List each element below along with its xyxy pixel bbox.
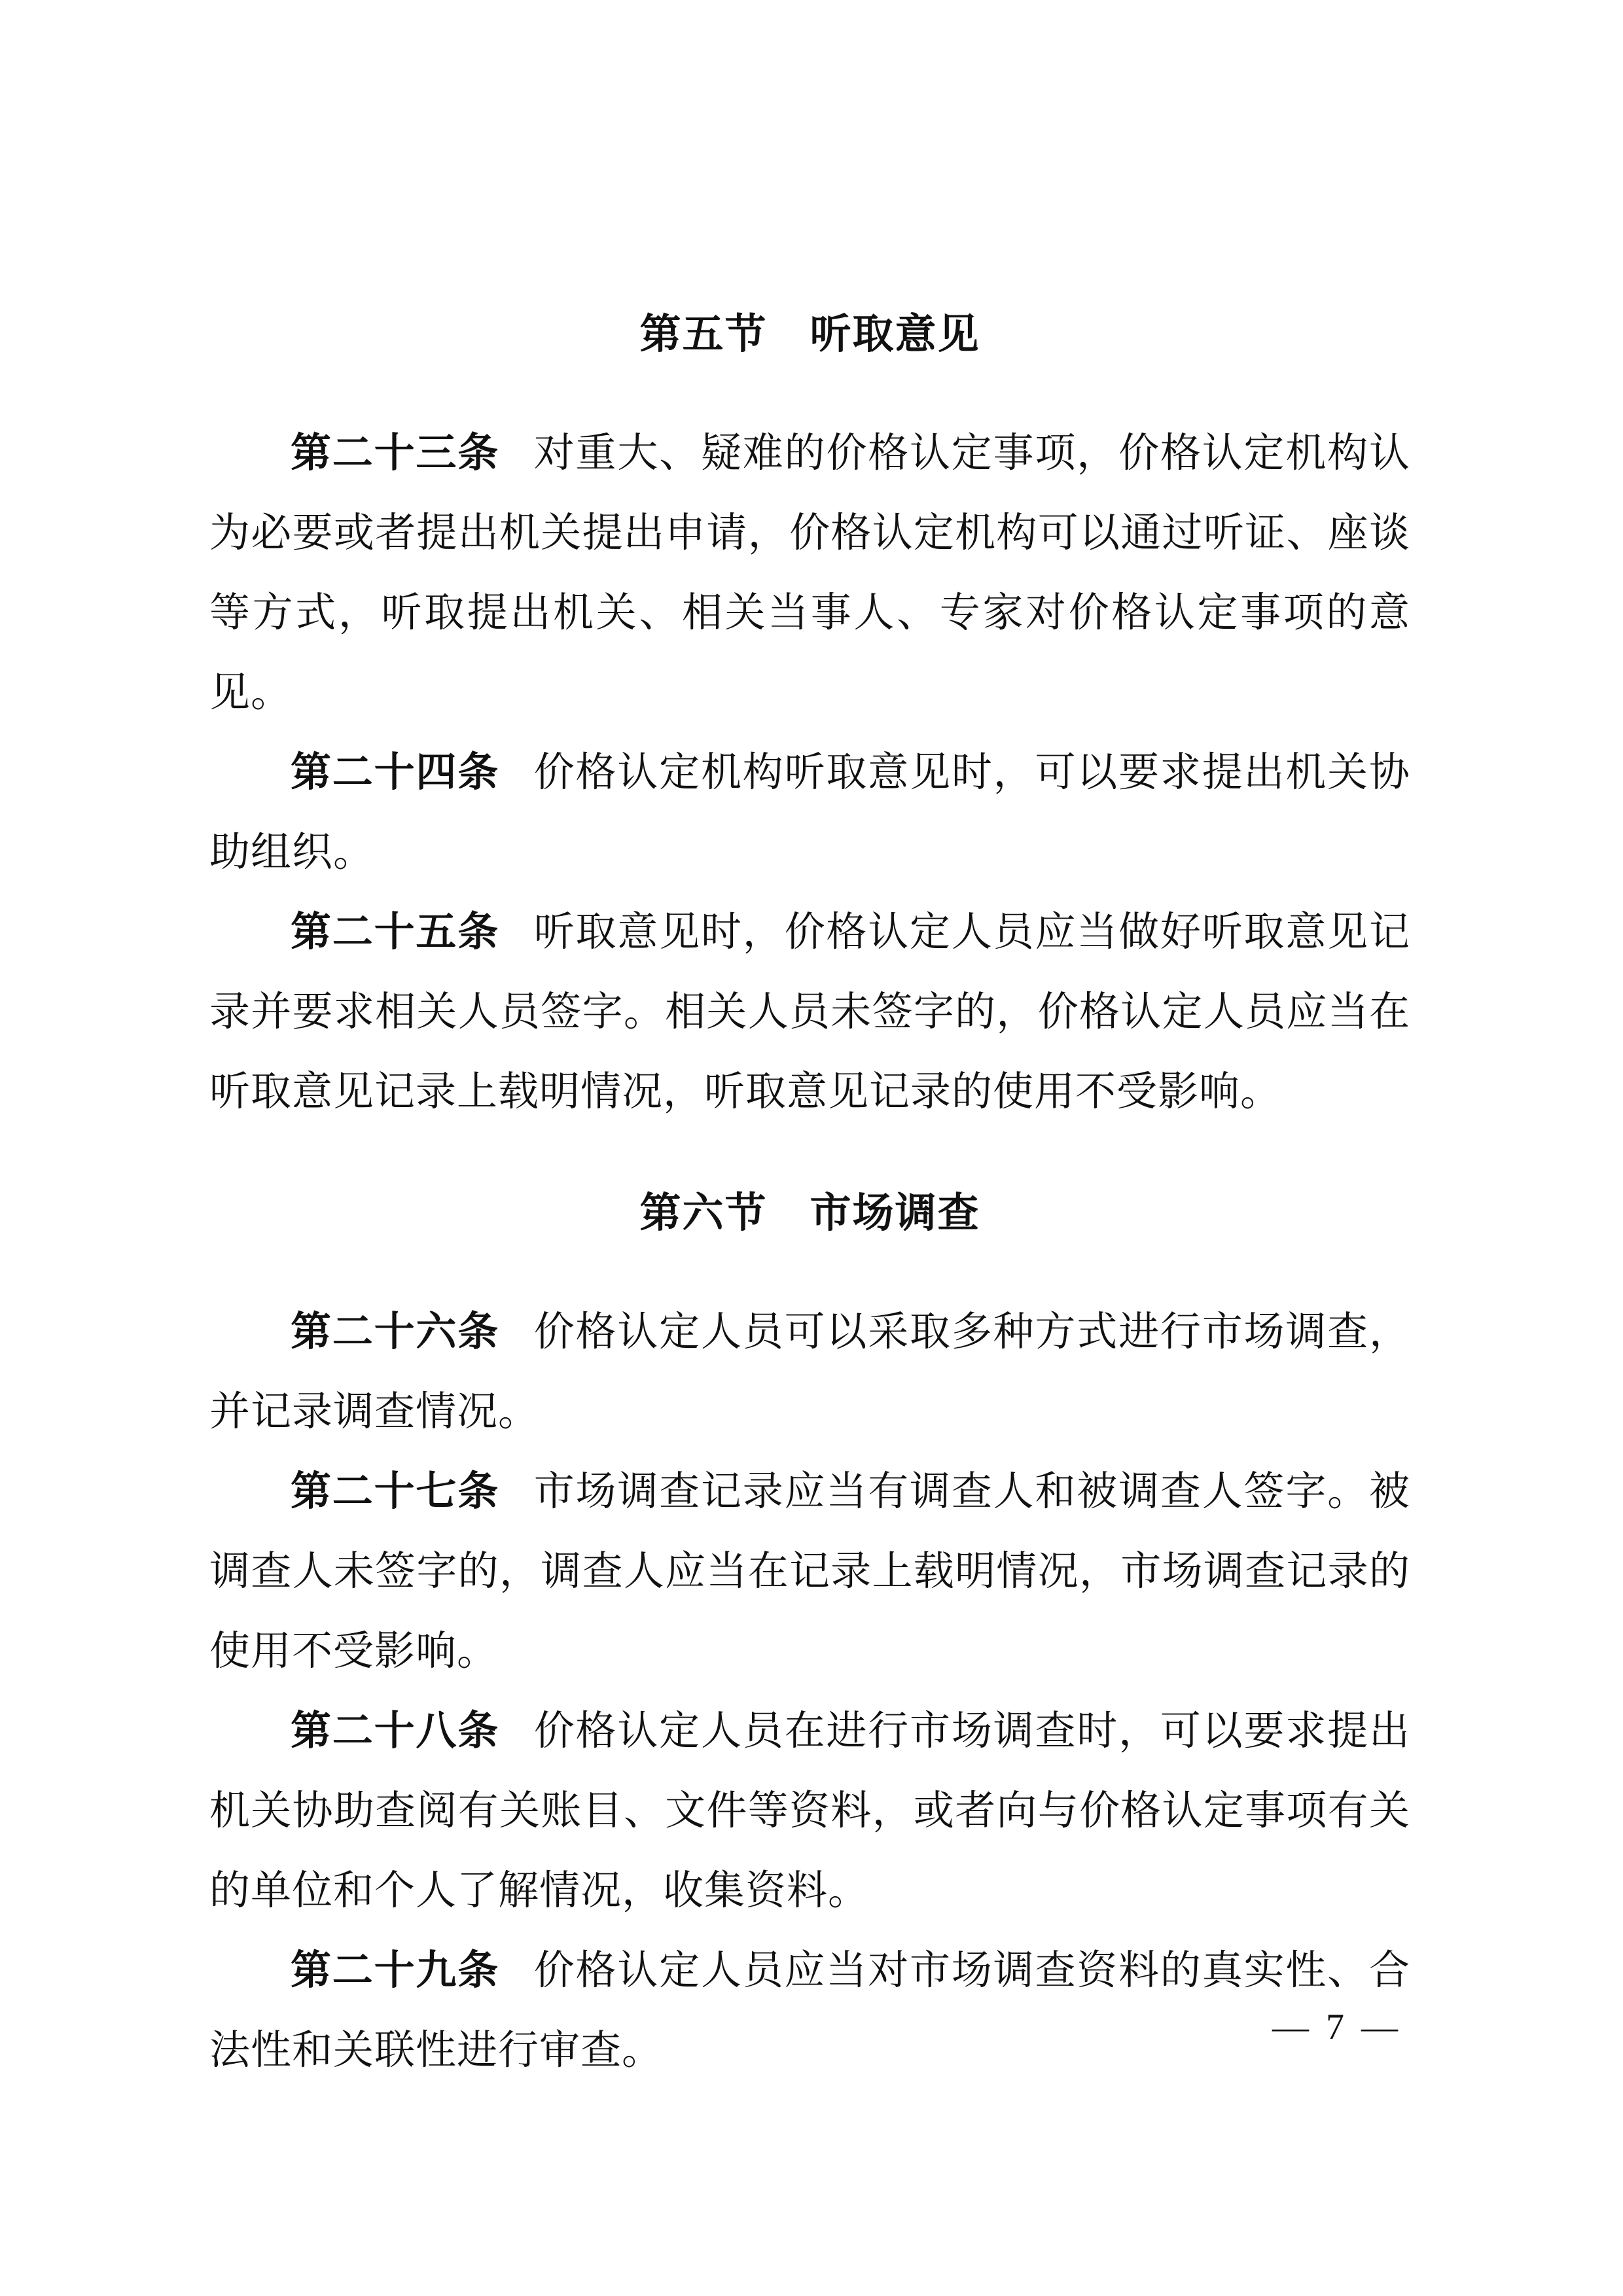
article-25 [209, 892, 1410, 1132]
article-23-text: 对重大、疑难的价格认定事项，价格认定机构认为必要或者提出机关提出申请，价格认定机构可以通过听证、座谈等方式，听取提出机关、相关当事人、专家对价格认定事项的意见。 [209, 431, 1410, 715]
page-number: — 7 — [1272, 2007, 1402, 2047]
article-25-text: 听取意见时，价格认定人员应当做好听取意见记录并要求相关人员签字。相关人员未签字的，价格认定人员应当在听取意见记录上载明情况，听取意见记录的使用不受影响。 [209, 910, 1410, 1114]
article-29 [209, 1931, 1410, 2091]
article-28-text: 价格认定人员在进行市场调查时，可以要求提出机关协助查阅有关账目、文件等资料，或者向与价格认定事项有关的单位和个人了解情况，收集资料。 [209, 1709, 1410, 1913]
article-26-text: 价格认定人员可以采取多种方式进行市场调查，并记录调查情况。 [209, 1310, 1410, 1434]
article-28 [209, 1691, 1410, 1931]
article-24-number: 第二十四条 [291, 751, 500, 795]
section-market-investigation [209, 1173, 1410, 2091]
article-24 [209, 733, 1410, 892]
article-23-number: 第二十三条 [291, 431, 500, 476]
section-6-heading: 第六节 市场调查 [639, 1190, 980, 1236]
section-hearing-opinions [209, 294, 1410, 1132]
article-27 [209, 1452, 1410, 1691]
article-29-number: 第二十九条 [291, 1949, 500, 1993]
article-27-number: 第二十七条 [291, 1470, 500, 1514]
article-25-number: 第二十五条 [291, 910, 500, 955]
section-5-heading: 第五节 听取意见 [639, 311, 980, 357]
article-27-text: 市场调查记录应当有调查人和被调查人签字。被调查人未签字的，调查人应当在记录上载明情况，市场调查记录的使用不受影响。 [209, 1470, 1410, 1674]
article-28-number: 第二十八条 [291, 1709, 500, 1754]
article-23 [209, 414, 1410, 733]
article-24-text: 价格认定机构听取意见时，可以要求提出机关协助组织。 [209, 751, 1410, 875]
article-26 [209, 1292, 1410, 1452]
article-26-number: 第二十六条 [291, 1310, 500, 1354]
article-29-text: 价格认定人员应当对市场调查资料的真实性、合法性和关联性进行审查。 [209, 1949, 1410, 2073]
